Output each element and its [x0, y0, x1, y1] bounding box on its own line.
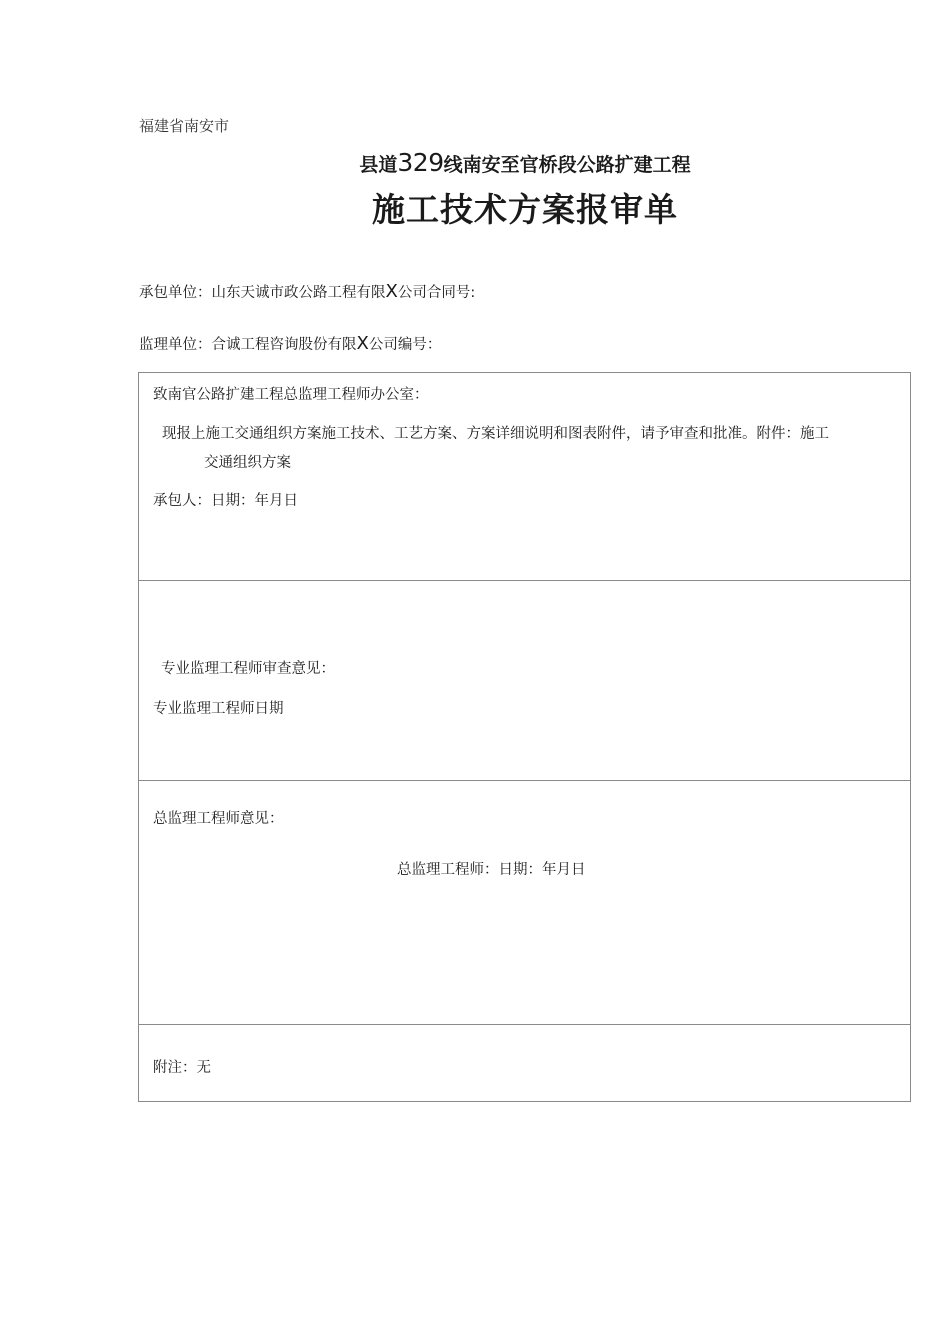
chief-review-section	[139, 781, 910, 1025]
submission-section	[139, 373, 910, 581]
submission-body-line2: 交通组织方案	[204, 455, 291, 471]
supervisor-x-mark: X	[356, 333, 369, 354]
specialist-opinion-label: 专业监理工程师审查意见：	[161, 661, 335, 677]
serial-number-label: 公司编号：	[368, 337, 442, 353]
specialist-signature-line: 专业监理工程师日期	[153, 701, 284, 717]
contractor-x-mark: X	[385, 281, 398, 302]
contractor-unit-line	[139, 281, 475, 302]
contract-number-label: 公司合同号:	[397, 285, 476, 301]
document-title: 施工技术方案报审单	[372, 190, 678, 229]
addressee-text: 致南官公路扩建工程总监理工程师办公室：	[153, 387, 429, 403]
supervisor-unit-line	[139, 333, 441, 354]
road-number: 329	[397, 148, 444, 177]
subtitle-prefix: 县道	[359, 154, 398, 176]
chief-opinion-label: 总监理工程师意见：	[153, 811, 284, 827]
chief-signature-line: 总监理工程师：日期：年月日	[397, 862, 586, 878]
region-label: 福建省南安市	[139, 117, 230, 135]
submission-body-line1: 现报上施工交通组织方案施工技术、工艺方案、方案详细说明和图表附件，请予审查和批准。附件：施工	[162, 426, 829, 442]
project-subtitle	[0, 148, 950, 177]
note-section	[139, 1025, 910, 1101]
subtitle-suffix: 线南安至官桥段公路扩建工程	[443, 154, 691, 176]
specialist-review-section	[139, 581, 910, 781]
contractor-signature-line: 承包人：日期：年月日	[153, 493, 298, 509]
approval-form-table	[138, 372, 911, 1102]
contractor-unit-text: 承包单位：山东天诚市政公路工程有限	[139, 285, 386, 301]
note-text: 附注：无	[153, 1060, 211, 1076]
supervisor-unit-text: 监理单位：合诚工程咨询股份有限	[139, 337, 357, 353]
